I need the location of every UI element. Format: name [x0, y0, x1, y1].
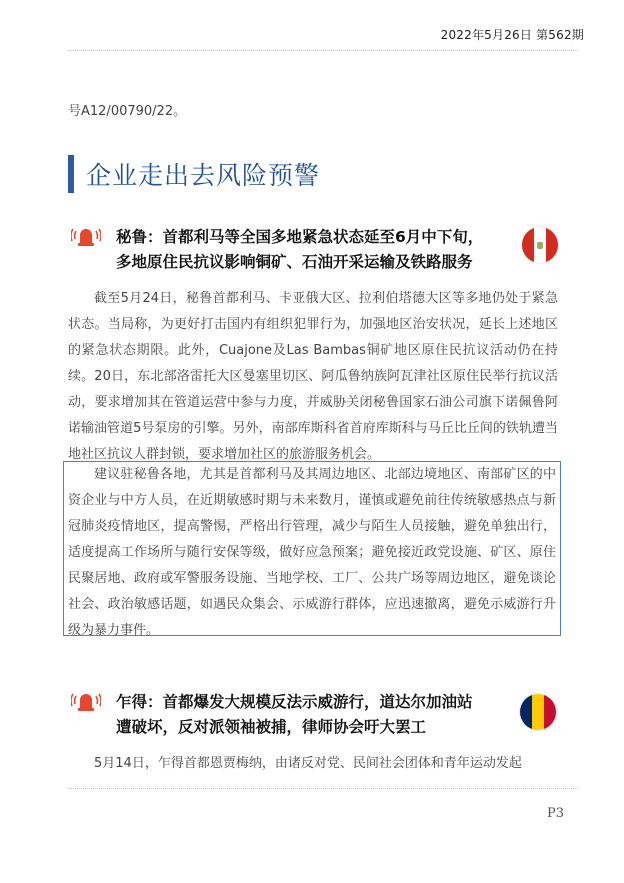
section-heading: [68, 155, 320, 193]
issue-date: 2022年5月26日 第562期: [440, 28, 584, 42]
footer-divider: [68, 788, 578, 789]
item-title-peru: 秘鲁：首都利马等全国多地紧急状态延至6月中下旬， 多地原住民抗议影响铜矿、石油开采运输及铁路服务: [116, 228, 484, 271]
advice-text-peru: 建议驻秘鲁各地，尤其是首都利马及其周边地区、北部边境地区、南部矿区的中资企业与中方人员，在近期敏感时期与未来数月，谨慎或避免前往传统敏感热点与新冠肺炎疫情地区，提高警惕，严格出行管理，减少与陌生人员接触，避免单独出行，适度提高工作场所与随行安保等级，做好应急预案；避免接近政党设施、矿区、原住民聚居地、政府或军警服务设施、当地学校、工厂、公共广场等周边地区，避免谈论社会、政治敏感话题，如遇民众集会、示威游行群体，应迅速撤离，避免示威游行升级为暴力事件。: [68, 467, 556, 638]
peru-flag-icon: [522, 227, 558, 263]
previous-text-fragment: 号A12/00790/22。: [68, 104, 187, 119]
alarm-icon: [71, 687, 101, 713]
item-body-chad: 5月14日，乍得首都恩贾梅纳，由诸反对党、民间社会团体和青年运动发起: [94, 756, 522, 771]
chad-flag-icon: [520, 694, 556, 730]
page-number: P3: [546, 806, 564, 821]
advice-box: [63, 461, 561, 636]
item-title-chad: 乍得：首都爆发大规模反法示威游行，道达尔加油站 遭破坏，反对派领袖被捕，律师协会吁大罢工: [116, 693, 473, 736]
section-title: 企业走出去风险预警: [86, 161, 321, 190]
alarm-icon: [71, 222, 101, 248]
header-divider: [68, 50, 578, 51]
section-accent-bar: [68, 155, 74, 193]
item-body-peru: 截至5月24日，秘鲁首都利马、卡亚俄大区、拉利伯塔德大区等多地仍处于紧急状态。当局称，为更好打击国内有组织犯罪行为，加强地区治安状况，延长上述地区的紧急状态期限。此外，Cuajone及Las Bambas铜矿地区原住民抗议活动仍在持续。20日，东北部洛雷托大区曼塞里切区、阿瓜鲁纳族阿瓦津社区原住民举行抗议活动，要求增加其在管道运营中参与力度，并威胁关闭秘鲁国家石油公司旗下诺佩鲁阿诺输油管道5号泵房的引擎。另外，南部库斯科省首府库斯科与马丘比丘间的铁轨遭当地社区抗议人群封锁，要求增加社区的旅游服务机会。: [68, 291, 558, 462]
